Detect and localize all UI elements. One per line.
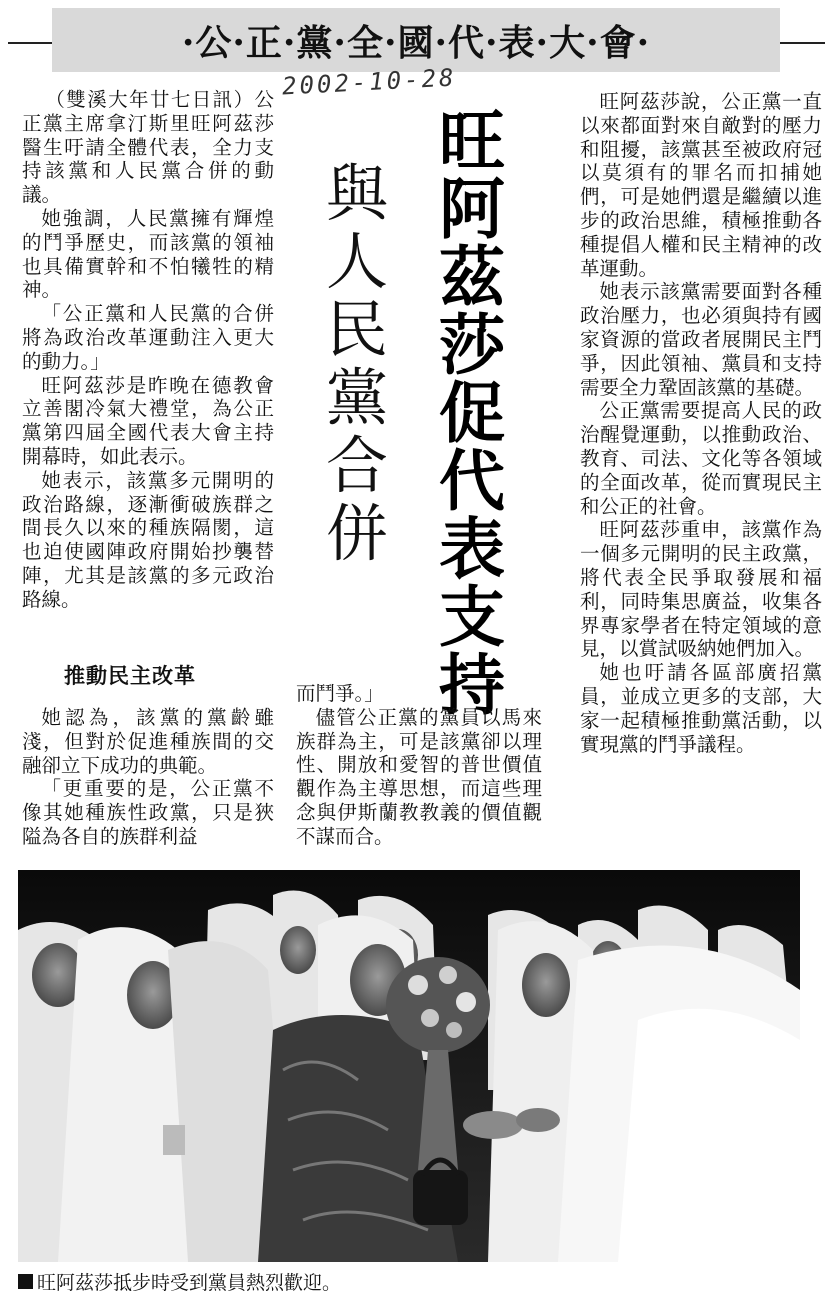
section-banner [52, 8, 780, 72]
article-paragraph: 她也吁請各區部廣招黨員，並成立更多的支部，大家一起積極推動黨活動，以實現黨的鬥爭議程。 [580, 661, 822, 756]
article-column-1-continued [22, 706, 274, 849]
banner-rule-left [8, 42, 52, 44]
headline-char: 黨 [325, 361, 388, 434]
news-photo [18, 870, 800, 1262]
headline-char: 促 [439, 375, 505, 452]
photo-illustration [18, 870, 800, 1262]
headline-char: 代 [439, 443, 505, 520]
headline-char: 人 [325, 225, 388, 298]
headline-char: 旺 [439, 103, 505, 180]
headline-char: 阿 [439, 171, 505, 248]
caption-square-marker [18, 1274, 33, 1289]
headline-char: 合 [325, 429, 388, 502]
article-paragraph: 她認為，該黨的黨齡雖淺，但對於促進種族間的交融卻立下成功的典範。 [22, 706, 274, 777]
headline-char: 莎 [439, 307, 505, 384]
photo-caption-text: 旺阿茲莎抵步時受到黨員熱烈歡迎。 [37, 1272, 342, 1294]
article-paragraph: 她表示該黨需要面對各種政治壓力，也必須與持有國家資源的當政者展開民主鬥爭，因此領袖、黨員和支持需要全力鞏固該黨的基礎。 [580, 280, 822, 399]
article-paragraph: 旺阿茲莎是昨晚在德教會立善閣冷氣大禮堂，為公正黨第四屆全國代表大會主持開幕時，如此表示。 [22, 373, 274, 468]
article-subheading: 推動民主改革 [64, 664, 196, 688]
banner-rule-right [780, 42, 825, 44]
headline-char: 併 [325, 497, 388, 570]
article-paragraph: 「公正黨和人民黨的合併將為政治改革運動注入更大的動力。」 [22, 302, 274, 373]
headline-char: 表 [439, 511, 505, 588]
headline-main [412, 103, 532, 724]
article-column-1 [22, 88, 274, 612]
banner-title: ·公·正·黨·全·國·代·表·大·會· [181, 21, 651, 64]
photo-caption [18, 1268, 341, 1295]
article-column-2 [296, 682, 542, 849]
headline-char: 持 [439, 647, 505, 724]
article-paragraph: （雙溪大年廿七日訊）公正黨主席拿汀斯里旺阿茲莎醫生吁請全體代表，全力支持該黨和人民黨合併的動議。 [22, 88, 274, 207]
headline-char: 與 [325, 157, 388, 230]
article-paragraph: 儘管公正黨的黨員以馬來族群為主，可是該黨卻以理性、開放和愛智的普世價值觀作為主導思想，而這些理念與伊斯蘭教教義的價值觀不謀而合。 [296, 705, 542, 848]
headline-char: 民 [325, 293, 388, 366]
article-paragraph: 旺阿茲莎重申，該黨作為一個多元開明的民主政黨，將代表全民爭取發展和福利，同時集思廣益，收集各界專家學者在特定領域的意見，以賞試吸納她們加入。 [580, 518, 822, 661]
article-column-3 [580, 90, 822, 756]
article-paragraph: 「更重要的是，公正黨不像其她種族性政黨，只是狹隘為各自的族群利益 [22, 777, 274, 848]
article-paragraph: 她強調，人民黨擁有輝煌的鬥爭歷史，而該黨的領袖也具備實幹和不怕犧牲的精神。 [22, 206, 274, 302]
article-paragraph: 而鬥爭。」 [296, 682, 384, 705]
article-paragraph: 旺阿茲莎說，公正黨一直以來都面對來自敵對的壓力和阻擾，該黨甚至被政府冠以莫須有的罪名而扣捕她們，可是她們還是繼續以進步的政治思維，積極推動各種提倡人權和民主精神的改革運動。 [580, 90, 822, 280]
headline-sub [312, 157, 402, 570]
article-paragraph: 她表示，該黨多元開明的政治路線，逐漸衝破族群之間長久以來的種族隔閡，這也迫使國陣政府開始抄襲替陣，尤其是該黨的多元政治路線。 [22, 468, 274, 611]
headline-char: 茲 [439, 239, 505, 316]
headline-char: 支 [439, 579, 505, 656]
handwritten-date: 2002-10-28 [281, 63, 458, 101]
article-paragraph: 公正黨需要提高人民的政治醒覺運動，以推動政治、教育、司法、文化等各領域的全面改革，從而實現民主和公正的社會。 [580, 399, 822, 518]
